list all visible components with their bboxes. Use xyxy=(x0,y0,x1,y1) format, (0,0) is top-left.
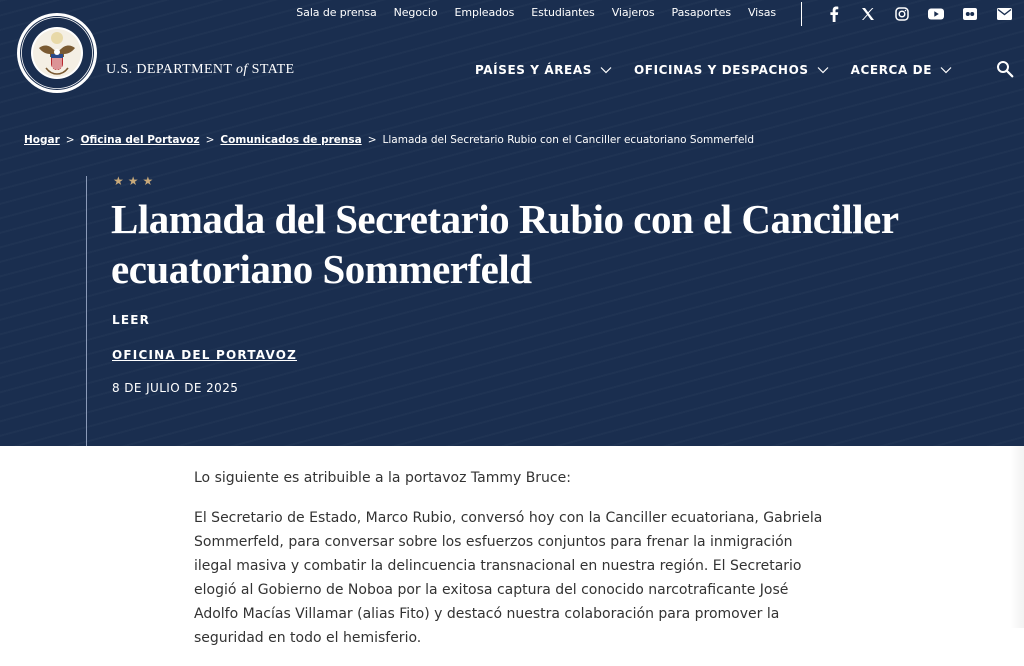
page-edge-shadow xyxy=(1010,446,1024,628)
search-icon[interactable] xyxy=(996,60,1014,78)
site-brand[interactable] xyxy=(106,62,295,78)
nav-paises-y-areas[interactable] xyxy=(475,63,612,77)
youtube-icon[interactable] xyxy=(926,5,946,23)
chevron-down-icon xyxy=(817,66,829,74)
nav-oficinas-y-despachos[interactable] xyxy=(634,63,829,77)
header-accent-line xyxy=(86,176,87,446)
breadcrumb-link-oficina-del-portavoz[interactable]: Oficina del Portavoz xyxy=(80,134,200,146)
page-title: Llamada del Secretario Rubio con el Canciller ecuatoriano Sommerfeld xyxy=(111,196,898,292)
email-icon[interactable] xyxy=(994,5,1014,23)
nav-label: OFICINAS Y DESPACHOS xyxy=(633,63,809,77)
chevron-down-icon xyxy=(600,66,612,74)
article-paragraph: Lo siguiente es atribuible a la portavoz Tammy Bruce: xyxy=(194,470,571,486)
chevron-down-icon xyxy=(940,66,952,74)
utility-link-estudiantes[interactable]: Estudiantes xyxy=(531,6,595,19)
breadcrumb-separator: > xyxy=(367,134,377,146)
utility-divider xyxy=(801,2,802,26)
breadcrumb-separator: > xyxy=(65,134,75,146)
office-link[interactable]: OFICINA DEL PORTAVOZ xyxy=(112,348,298,362)
utility-link-visas[interactable]: Visas xyxy=(747,6,776,19)
utility-link-sala-de-prensa[interactable]: Sala de prensa xyxy=(296,6,377,19)
nav-label: PAÍSES Y ÁREAS xyxy=(474,63,592,77)
department-seal-icon[interactable] xyxy=(16,12,98,94)
facebook-icon[interactable] xyxy=(824,5,844,23)
brand-of: of xyxy=(236,62,248,77)
breadcrumb-link-comunicados[interactable]: Comunicados de prensa xyxy=(220,134,362,146)
utility-link-pasaportes[interactable]: Pasaportes xyxy=(671,6,731,19)
social-links xyxy=(824,5,1014,23)
utility-link-viajeros[interactable]: Viajeros xyxy=(611,6,655,19)
star-ornament: ★★★ xyxy=(113,174,158,188)
utility-link-negocio[interactable]: Negocio xyxy=(393,6,438,19)
main-nav xyxy=(475,63,952,77)
flickr-icon[interactable] xyxy=(960,5,980,23)
breadcrumb-link-hogar[interactable]: Hogar xyxy=(24,134,60,146)
brand-suffix: STATE xyxy=(247,62,295,77)
publish-date: 8 DE JULIO DE 2025 xyxy=(112,381,239,395)
article-paragraph: El Secretario de Estado, Marco Rubio, conversó hoy con la Canciller ecuatoriana, Gabriela Sommerfeld, para conversar sobre los esfuerzos conjuntos para frenar la inmigración ilegal masiva y combatir la delincuencia transnacional en nuestra región. El Secretario elogió al Gobierno de Noboa por la exitosa captura del conocido narcotraficante José Adolfo Macías Villamar (alias Fito) y destacó nuestra colaboración para promover la seguridad en todo el hemisferio. xyxy=(194,510,823,646)
article-type: LEER xyxy=(112,313,151,327)
breadcrumb-current: Llamada del Secretario Rubio con el Canciller ecuatoriano Sommerfeld xyxy=(382,134,754,146)
utility-bar xyxy=(0,0,1024,28)
nav-acerca-de[interactable] xyxy=(851,63,952,77)
x-icon[interactable] xyxy=(858,5,878,23)
instagram-icon[interactable] xyxy=(892,5,912,23)
utility-nav xyxy=(296,6,776,19)
breadcrumb-separator: > xyxy=(205,134,215,146)
breadcrumb xyxy=(24,134,754,146)
article-body xyxy=(194,466,834,666)
brand-prefix: U.S. DEPARTMENT xyxy=(106,62,237,77)
utility-link-empleados[interactable]: Empleados xyxy=(454,6,515,19)
nav-label: ACERCA DE xyxy=(850,63,932,77)
